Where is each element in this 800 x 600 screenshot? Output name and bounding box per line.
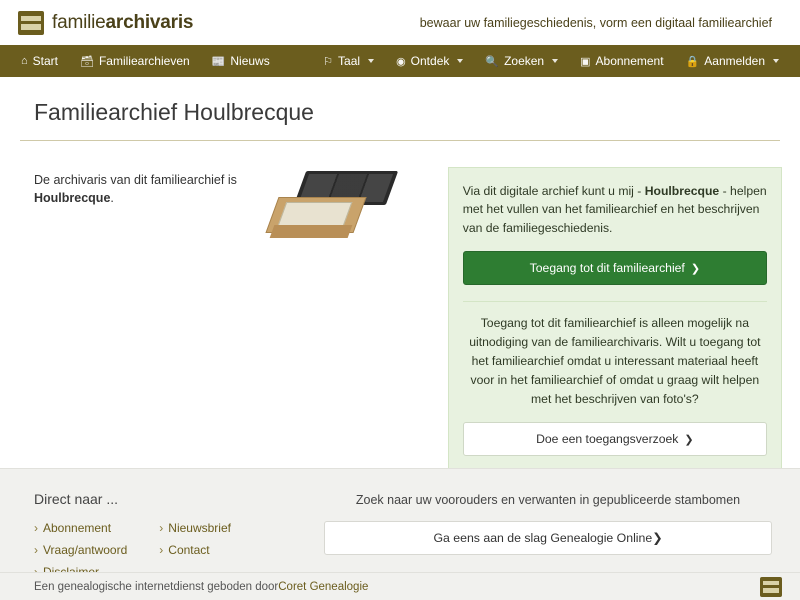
panel-archivist-name: Houlbrecque (644, 184, 720, 198)
nav-label: Start (32, 54, 58, 68)
box-front (270, 225, 353, 238)
nav-label: Abonnement (595, 54, 664, 68)
nav-label: Aanmelden (704, 54, 765, 68)
card-icon: ▣ (580, 55, 591, 68)
access-archive-label: Toegang tot dit familiearchief (529, 260, 685, 275)
archivist-info (34, 167, 245, 207)
compass-icon: ◉ (396, 55, 406, 68)
brand-prefix: familie (52, 11, 106, 33)
footer-promo-text: Zoek naar uw voorouders en verwanten in gepubliceerde stambomen (355, 493, 741, 507)
nav-label: Familiearchieven (98, 54, 190, 68)
footer-promo-section (314, 491, 782, 579)
brand-suffix: archivaris (105, 11, 194, 33)
chevron-down-icon (773, 59, 779, 63)
footer-credit-link[interactable]: Coret Genealogie (278, 580, 369, 593)
footer-link-contact[interactable]: › Contact (159, 543, 231, 557)
archive-icon: 🗃 (80, 55, 94, 68)
illustration-column (245, 167, 422, 241)
archive-box-icon (18, 11, 44, 35)
access-panel (448, 167, 782, 473)
footer-links (34, 521, 314, 579)
footer-credit-text: Een genealogische internetdienst geboden door (34, 580, 279, 593)
nav-label: Ontdek (410, 54, 450, 68)
chevron-right-icon: ❯ (684, 434, 694, 447)
footer-link-nieuwsbrief[interactable]: › Nieuwsbrief (159, 521, 231, 535)
content-row (18, 167, 782, 473)
newspaper-icon: 📰 (211, 55, 226, 68)
home-icon: ⌂ (21, 55, 28, 67)
nav-item-nieuws[interactable] (201, 45, 281, 77)
request-access-button[interactable] (463, 422, 767, 456)
lock-icon: 🔒 (685, 55, 700, 68)
nav-label: Taal (338, 54, 361, 68)
panel-intro-after: - helpen met het vullen van het familiearchief en het beschrijven van de familiegeschiedenis. (462, 184, 767, 235)
box-contents (278, 202, 353, 226)
nav-item-aanmelden[interactable] (675, 45, 790, 77)
nav-label: Nieuws (230, 54, 270, 68)
chevron-down-icon (368, 59, 374, 63)
archive-box-illustration (272, 171, 394, 241)
genealogie-online-label: Ga eens aan de slag Genealogie Online (433, 531, 653, 545)
archivist-text: De archivaris van dit familiearchief is (34, 173, 237, 187)
chevron-down-icon (457, 59, 463, 63)
nav-item-ontdek[interactable] (385, 45, 474, 77)
footer-bottom-bar (0, 572, 800, 600)
footer-link-abonnement[interactable]: › Abonnement (34, 521, 127, 535)
page-content (0, 99, 800, 473)
site-header (0, 0, 800, 45)
title-divider (20, 140, 780, 141)
chevron-right-icon: ❯ (652, 531, 663, 545)
flag-icon: ⚐ (323, 55, 334, 68)
footer-links-col1 (34, 521, 127, 579)
panel-divider (463, 301, 767, 302)
nav-label: Zoeken (504, 54, 545, 68)
footer-links-col2 (159, 521, 231, 579)
main-navigation (0, 45, 800, 77)
brand[interactable] (18, 11, 193, 35)
panel-intro-before: Via dit digitale archief kunt u mij - (462, 184, 645, 198)
chevron-right-icon: ❯ (690, 262, 701, 275)
panel-note: Toegang tot dit familiearchief is alleen mogelijk na uitnodiging van de familiearchivaris. Wilt u toegang tot het familiearchief omdat u interessant materiaal heeft voor in het familiearchief of omdat u graag wilt helpen met het beschrijven van foto's? (469, 315, 761, 406)
search-icon: 🔍 (485, 55, 500, 68)
archivist-name: Houlbrecque (34, 191, 111, 206)
footer-link-vraag-antwoord[interactable]: › Vraag/antwoord (34, 543, 127, 557)
nav-item-start[interactable] (10, 45, 69, 77)
nav-item-familiearchieven[interactable] (69, 45, 201, 77)
access-archive-button[interactable] (463, 251, 767, 285)
footer-links-title: Direct naar ... (34, 491, 119, 507)
chevron-down-icon (552, 59, 558, 63)
nav-item-zoeken[interactable] (474, 45, 569, 77)
footer-top (18, 469, 782, 579)
nav-item-taal[interactable] (312, 45, 385, 77)
nav-left-group (10, 45, 281, 77)
panel-intro (463, 182, 767, 237)
archive-box-icon (760, 577, 782, 597)
site-tagline: bewaar uw familiegeschiedenis, vorm een digitaal familiearchief (419, 15, 772, 30)
archivist-text-end: . (110, 191, 114, 206)
request-access-label: Doe een toegangsverzoek (536, 432, 679, 447)
footer-links-section (34, 491, 314, 579)
page-title: Familiearchief Houlbrecque (34, 99, 314, 125)
site-footer (0, 468, 800, 600)
genealogie-online-button[interactable] (324, 521, 772, 555)
nav-item-abonnement[interactable] (569, 45, 674, 77)
brand-text (52, 12, 193, 34)
nav-right-group (312, 45, 790, 77)
